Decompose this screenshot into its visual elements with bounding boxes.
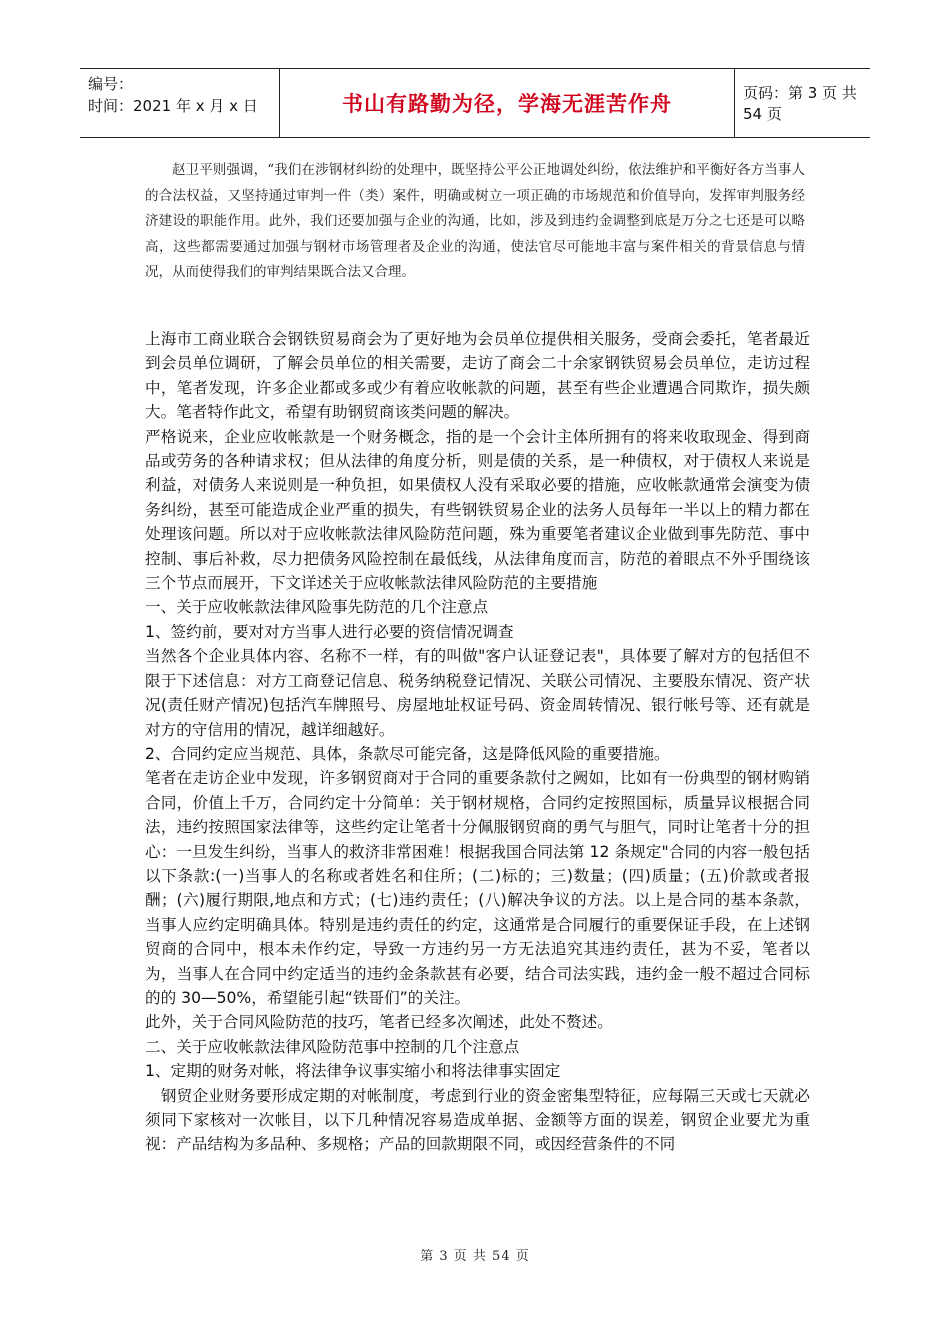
paragraph-definition: 严格说来，企业应收帐款是一个财务概念，指的是一个会计主体所拥有的将来收取现金、得到商品或劳务的各种请求权；但从法律的角度分析，则是债的关系，是一种债权，对于债权人来说是利益，对债务人来说则是一种负担，如果债权人没有采取必要的措施，应收帐款通常会演变为债务纠纷，甚至可能造成企业严重的损失，有些钢铁贸易企业的法务人员每年一半以上的精力都在处理该问题。所以对于应收帐款法律风险防范问题，殊为重要笔者建议企业做到事先防范、事中控制、事后补救，尽力把债务风险控制在最低线，从法律角度而言，防范的着眼点不外乎围绕该三个节点而展开，下文详述关于应收帐款法律风险防范的主要措施 [145, 427, 810, 593]
page-info: 页码：第 3 页 共 54 页 [743, 84, 857, 123]
paragraph-reconciliation: 钢贸企业财务要形成定期的对帐制度，考虑到行业的资金密集型特征，应每隔三天或七天就必须同下家核对一次帐目，以下几种情况容易造成单据、金额等方面的误差，钢贸企业要尤为重视：产品结构为多品种、多规格；产品的回款期限不同，或因经营条件的不同 [145, 1086, 810, 1154]
section-heading-2: 二、关于应收帐款法律风险防范事中控制的几个注意点 [145, 1037, 520, 1056]
header-left-cell [80, 69, 280, 137]
header-table [80, 68, 870, 138]
paragraph-note: 此外，关于合同风险防范的技巧，笔者已经多次阐述，此处不赘述。 [145, 1013, 613, 1032]
header-motto-cell [280, 69, 735, 137]
section-heading-1: 一、关于应收帐款法律风险事先防范的几个注意点 [145, 598, 489, 617]
body-text [145, 327, 810, 1157]
paragraph-credit-check: 当然各个企业具体内容、名称不一样，有的叫做"客户认证登记表"，具体要了解对方的包括但不限于下述信息：对方工商登记信息、税务纳税登记情况、关联公司情况、主要股东情况、资产状况(责任财产情况)包括汽车牌照号、房屋地址权证号码、资金周转情况、银行帐号等、还有就是对方的守信用的情况，越详细越好。 [145, 647, 810, 739]
header-page-cell [735, 69, 870, 137]
motto-text: 书山有路勤为径，学海无涯苦作舟 [342, 92, 672, 116]
subheading-2-1: 1、定期的财务对帐，将法律争议事实缩小和将法律事实固定 [145, 1062, 561, 1081]
time-label: 时间：2021 年 x 月 x 日 [88, 97, 258, 115]
page-footer: 第 3 页 共 54 页 [420, 1249, 530, 1264]
subheading-1-2: 2、合同约定应当规范、具体，条款尽可能完备，这是降低风险的重要措施。 [145, 744, 670, 763]
number-label: 编号： [88, 75, 134, 93]
paragraph-contract: 笔者在走访企业中发现，许多钢贸商对于合同的重要条款付之阙如，比如有一份典型的钢材购销合同，价值上千万，合同约定十分简单：关于钢材规格，合同约定按照国标，质量异议根据合同法，违约按照国家法律等，这些约定让笔者十分佩服钢贸商的勇气与胆气，同时让笔者十分的担心：一旦发生纠纷，当事人的救济非常困难！根据我国合同法第 12 条规定"合同的内容一般包括以下条款:(一)当事人的名称或者姓名和住所；(二)标的；三)数量；(四)质量；(五)价款或者报酬；(六)履行期限,地点和方式；(七)违约责任；(八)解决争议的方法。以上是合同的基本条款，当事人应约定明确具体。特别是违约责任的约定，这通常是合同履行的重要保证手段，在上述钢贸商的合同中，根本未作约定，导致一方违约另一方无法追究其违约责任，甚为不妥，笔者以为，当事人在合同中约定适当的违约金条款甚有必要，结合司法实践，违约金一般不超过合同标的的 30—50%，希望能引起“铁哥们”的关注。 [145, 769, 810, 1007]
quote-paragraph: 赵卫平则强调，“我们在涉钢材纠纷的处理中，既坚持公平公正地调处纠纷，依法维护和平衡好各方当事人的合法权益，又坚持通过审判一件（类）案件，明确或树立一项正确的市场规范和价值导向，发挥审判服务经济建设的职能作用。此外，我们还要加强与企业的沟通，比如，涉及到违约金调整到底是万分之七还是可以略高，这些都需要通过加强与钢材市场管理者及企业的沟通，使法官尽可能地丰富与案件相关的背景信息与情况，从而使得我们的审判结果既合法又合理。 [145, 162, 805, 280]
subheading-1-1: 1、签约前，要对对方当事人进行必要的资信情况调查 [145, 622, 514, 641]
paragraph-intro: 上海市工商业联合会钢铁贸易商会为了更好地为会员单位提供相关服务，受商会委托，笔者最近到会员单位调研，了解会员单位的相关需要，走访了商会二十余家钢铁贸易会员单位，走访过程中，笔者发现，许多企业都或多或少有着应收帐款的问题，甚至有些企业遭遇合同欺诈，损失颇大。笔者特作此文，希望有助钢贸商该类问题的解决。 [145, 330, 810, 422]
